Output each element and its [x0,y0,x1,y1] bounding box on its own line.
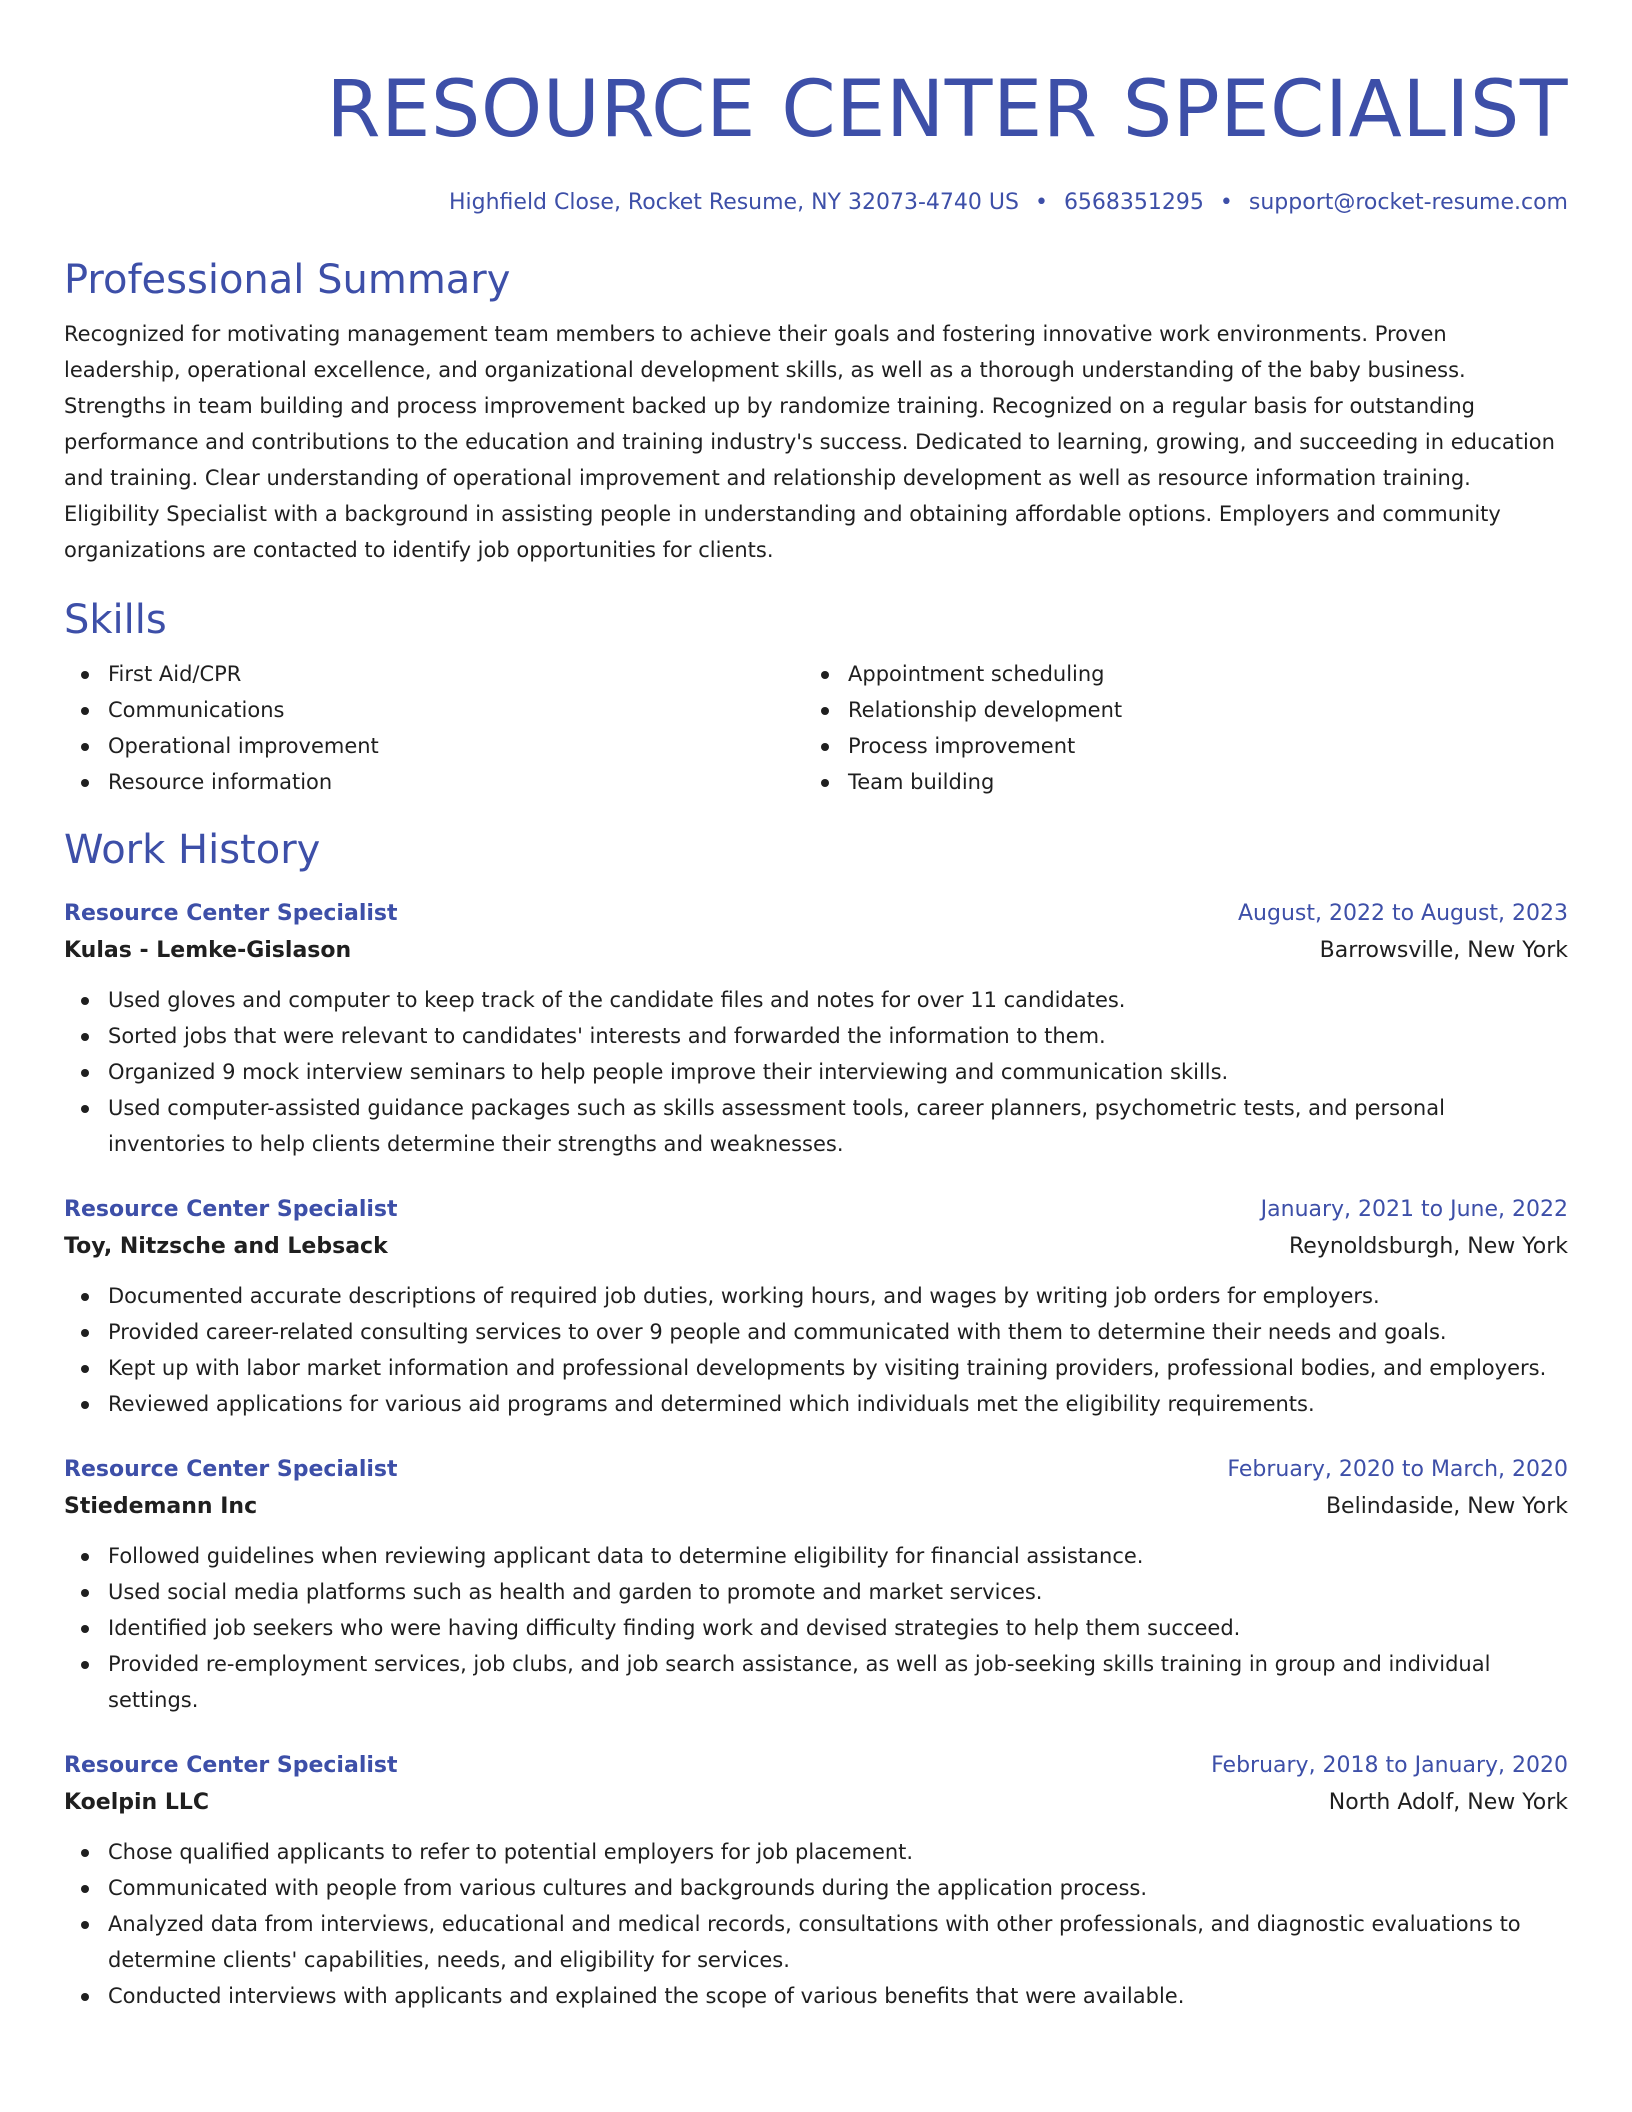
duty-item [108,982,1568,1018]
job-company: Koelpin LLC [64,1790,210,1815]
contact-line [64,186,1568,220]
skill-label: Process improvement [848,734,1076,758]
skill-label: Relationship development [848,698,1123,722]
skill-item [108,692,760,728]
job-entry [64,1192,1568,1422]
job-duties [64,1278,1568,1422]
bullet-icon [81,1365,89,1373]
job-title: Resource Center Specialist [64,901,398,926]
job-company: Kulas - Lemke-Gislason [64,938,352,963]
duty-text: Organized 9 mock interview seminars to help people improve their interviewing and communication skills. [108,1060,1229,1084]
job-location: Belindaside, New York [1325,1494,1568,1519]
duty-text: Chose qualified applicants to refer to potential employers for job placement. [108,1840,914,1864]
duty-item [108,1278,1568,1314]
duty-item [108,1574,1568,1610]
job-title: Resource Center Specialist [64,1457,398,1482]
duty-item [108,1906,1568,1978]
job-location: Reynoldsburgh, New York [1289,1234,1568,1259]
skill-label: Communications [108,698,285,722]
duty-item [108,1834,1568,1870]
bullet-icon [81,743,89,751]
bullet-icon [81,1993,89,2001]
bullet-icon [81,1293,89,1301]
bullet-icon [81,671,89,679]
job-dates: August, 2022 to August, 2023 [1238,901,1568,926]
job-title-row [64,1192,1568,1228]
job-title-row [64,1748,1568,1784]
duty-item [108,1978,1568,2014]
job-entry [64,1452,1568,1718]
contact-separator: • [1219,190,1233,215]
job-location: Barrowsville, New York [1319,938,1568,963]
job-duties [64,982,1568,1162]
bullet-icon [81,707,89,715]
skill-label: Team building [848,770,995,794]
skill-label: First Aid/CPR [108,662,242,686]
duty-item [108,1646,1568,1718]
skill-item [848,692,1500,728]
duty-item [108,1386,1568,1422]
job-dates: January, 2021 to June, 2022 [1260,1197,1568,1222]
summary-text: Recognized for motivating management team members to achieve their goals and fostering innovative work environments. Proven leadership, operational excellence, and organizational development skills, as well as a thorough understanding of the baby business. Strengths in team building and process improvement backed up by randomize training. Recognized on a regular basis for outstanding performance and contributions to the education and training industry's success. Dedicated to learning, growing, and succeeding in education and training. Clear understanding of operational improvement and relationship development as well as resource information training. Eligibility Specialist with a background in assisting people in understanding and obtaining affordable options. Employers and community organizations are contacted to identify job opportunities for clients. [64,322,1555,562]
work-history-heading: Work History [64,827,321,873]
job-title-row [64,1452,1568,1488]
job-title: Resource Center Specialist [64,1753,398,1778]
duty-text: Used computer-assisted guidance packages such as skills assessment tools, career planners, psychometric tests, and personal inventories to help clients determine their strengths and weaknesses. [108,1096,1445,1156]
skills-section [64,594,1568,800]
duty-text: Provided re-employment services, job clubs, and job search assistance, as well as job-seeking skills training in group and individual settings. [108,1652,1491,1712]
job-company: Stiedemann Inc [64,1494,258,1519]
job-location: North Adolf, New York [1328,1790,1568,1815]
duty-text: Used social media platforms such as health and garden to promote and market services. [108,1580,1043,1604]
bullet-icon [81,1589,89,1597]
duty-item [108,1314,1568,1350]
contact-address: Highfield Close, Rocket Resume, NY 32073-4740 US [448,190,1019,215]
bullet-icon [81,1329,89,1337]
job-company: Toy, Nitzsche and Lebsack [64,1234,388,1259]
bullet-icon [81,1069,89,1077]
skill-item [108,728,760,764]
contact-phone: 6568351295 [1063,190,1204,215]
bullet-icon [81,1849,89,1857]
duty-text: Conducted interviews with applicants and explained the scope of various benefits that were available. [108,1984,1185,2008]
bullet-icon [821,779,829,787]
duty-item [108,1538,1568,1574]
duty-item [108,1610,1568,1646]
duty-text: Identified job seekers who were having difficulty finding work and devised strategies to help them succeed. [108,1616,1241,1640]
duty-text: Communicated with people from various cultures and backgrounds during the application process. [108,1876,1148,1900]
job-company-row [64,1784,1568,1822]
duty-item [108,1870,1568,1906]
job-duties [64,1834,1568,2014]
job-title: Resource Center Specialist [64,1197,398,1222]
candidate-title: RESOURCE CENTER SPECIALIST [326,65,1568,155]
duty-text: Followed guidelines when reviewing applicant data to determine eligibility for financial assistance. [108,1544,1144,1568]
job-title-row [64,896,1568,932]
duty-item [108,1054,1568,1090]
bullet-icon [81,1921,89,1929]
bullet-icon [81,1401,89,1409]
duty-text: Provided career-related consulting services to over 9 people and communicated with them to determine their needs and goals. [108,1320,1447,1344]
skill-item [108,764,760,800]
duty-text: Documented accurate descriptions of required job duties, working hours, and wages by writing job orders for employers. [108,1284,1380,1308]
bullet-icon [81,1885,89,1893]
job-duties [64,1538,1568,1718]
skill-item [848,728,1500,764]
bullet-icon [81,1553,89,1561]
duty-item [108,1018,1568,1054]
duty-text: Reviewed applications for various aid programs and determined which individuals met the eligibility requirements. [108,1392,1315,1416]
duty-text: Used gloves and computer to keep track of the candidate files and notes for over 11 candidates. [108,988,1126,1012]
bullet-icon [821,743,829,751]
skills-list-left [64,656,760,800]
job-entry [64,896,1568,1162]
skill-item [848,656,1500,692]
bullet-icon [81,997,89,1005]
skill-label: Appointment scheduling [848,662,1105,686]
bullet-icon [821,671,829,679]
bullet-icon [81,1033,89,1041]
duty-item [108,1090,1568,1162]
job-entry [64,1748,1568,2014]
summary-section [64,254,1568,568]
job-dates: February, 2020 to March, 2020 [1227,1457,1568,1482]
job-company-row [64,1228,1568,1266]
bullet-icon [81,1105,89,1113]
contact-email: support@rocket-resume.com [1248,190,1568,215]
duty-text: Kept up with labor market information and professional developments by visiting training providers, professional bodies, and employers. [108,1356,1547,1380]
skill-label: Resource information [108,770,333,794]
job-dates: February, 2018 to January, 2020 [1211,1753,1568,1778]
summary-heading: Professional Summary [64,257,511,303]
contact-separator: • [1034,190,1048,215]
job-company-row [64,932,1568,970]
skill-item [848,764,1500,800]
duty-text: Sorted jobs that were relevant to candidates' interests and forwarded the information to them. [108,1024,1106,1048]
bullet-icon [81,779,89,787]
job-company-row [64,1488,1568,1526]
resume-header [64,58,1568,220]
bullet-icon [81,1661,89,1669]
skill-label: Operational improvement [108,734,379,758]
skill-item [108,656,760,692]
bullet-icon [81,1625,89,1633]
duty-item [108,1350,1568,1386]
skills-columns [64,656,1568,800]
skills-heading: Skills [64,597,167,643]
duty-text: Analyzed data from interviews, educational and medical records, consultations with other professionals, and diagnostic evaluations to determine clients' capabilities, needs, and eligibility for services. [108,1912,1521,1972]
skills-list-right [804,656,1500,800]
work-history-section [64,824,1568,2014]
bullet-icon [821,707,829,715]
